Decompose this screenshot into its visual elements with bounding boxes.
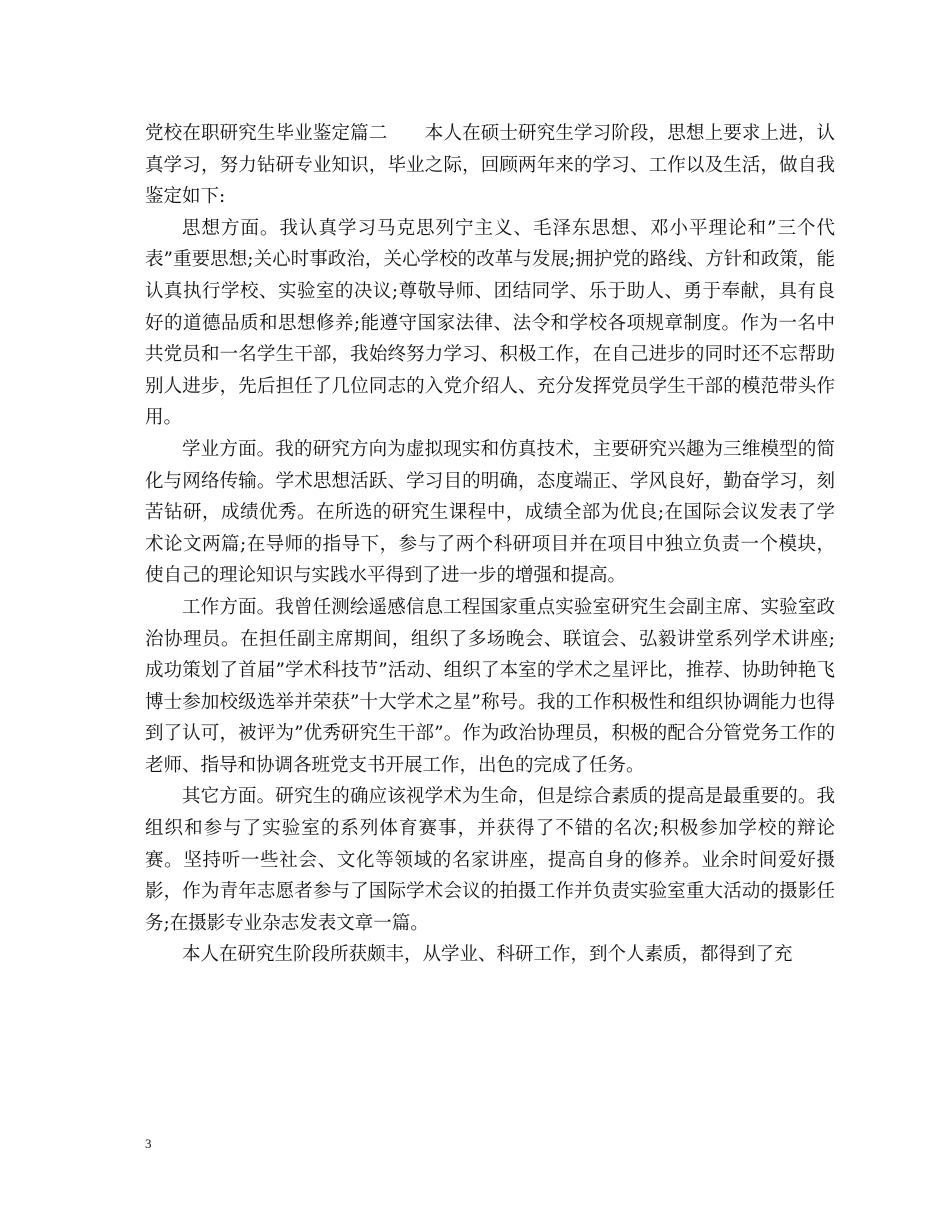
paragraph-other: 其它方面。研究生的确应该视学术为生命，但是综合素质的提高是最重要的。我组织和参与了实验室的系列体育赛事，并获得了不错的名次;积极参加学校的辩论赛。坚持听一些社会、文化等领域的名家讲座，提高自身的修养。业余时间爱好摄影，作为青年志愿者参与了国际学术会议的拍摄工作并负责实验室重大活动的摄影任务;在摄影专业杂志发表文章一篇。 <box>145 786 835 934</box>
paragraph-academics: 学业方面。我的研究方向为虚拟现实和仿真技术，主要研究兴趣为三维模型的简化与网络传输。学术思想活跃、学习目的明确，态度端正、学风良好，勤奋学习，刻苦钻研，成绩优秀。在所选的研究生课程中，成绩全部为优良;在国际会议发表了学术论文两篇;在导师的指导下，参与了两个科研项目并在项目中独立负责一个模块，使自己的理论知识与实践水平得到了进一步的增强和提高。 <box>145 438 835 587</box>
body-text <box>145 118 835 971</box>
paragraph-work: 工作方面。我曾任测绘遥感信息工程国家重点实验室研究生会副主席、实验室政治协理员。在担任副主席期间，组织了多场晚会、联谊会、弘毅讲堂系列学术讲座;成功策划了首届”学术科技节”活动、组织了本室的学术之星评比，推荐、协助钟艳飞博士参加校级选举并荣获”十大学术之星”称号。我的工作积极性和组织协调能力也得到了认可，被评为”优秀研究生干部”。作为政治协理员，积极的配合分管党务工作的老师、指导和协调各班党支书开展工作，出色的完成了任务。 <box>145 596 835 776</box>
page-number: 3 <box>145 1136 152 1151</box>
paragraph-intro: 党校在职研究生毕业鉴定篇二 本人在硕士研究生学习阶段，思想上要求上进，认真学习，努力钻研专业知识，毕业之际，回顾两年来的学习、工作以及生活，做自我鉴定如下: <box>145 123 835 208</box>
paragraph-summary: 本人在研究生阶段所获颇丰，从学业、科研工作，到个人素质，都得到了充 <box>182 944 793 966</box>
paragraph-ideology: 思想方面。我认真学习马克思列宁主义、毛泽东思想、邓小平理论和”三个代表”重要思想;关心时事政治，关心学校的改革与发展;拥护党的路线、方针和政策，能认真执行学校、实验室的决议;尊敬导师、团结同学、乐于助人、勇于奉献，具有良好的道德品质和思想修养;能遵守国家法律、法令和学校各项规章制度。作为一名中共党员和一名学生干部，我始终努力学习、积极工作，在自己进步的同时还不忘帮助别人进步，先后担任了几位同志的入党介绍人、充分发挥党员学生干部的模范带头作用。 <box>145 217 835 429</box>
